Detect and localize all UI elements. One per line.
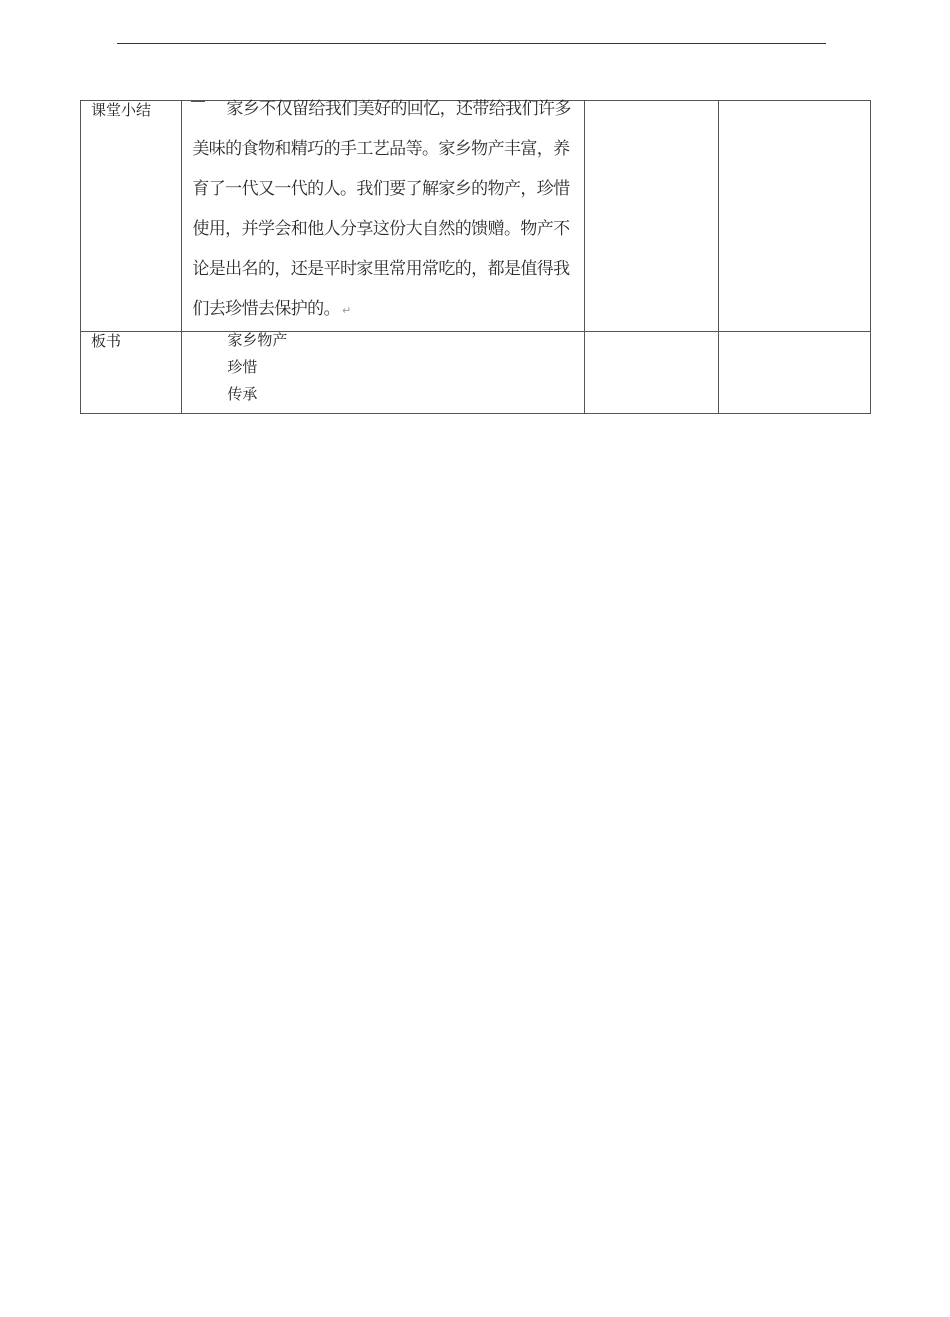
- table-row-board: [81, 332, 871, 414]
- summary-tick-line: [191, 101, 205, 102]
- board-content-cell: [182, 332, 585, 414]
- board-empty-cell-1: [584, 332, 719, 414]
- lesson-plan-table: [80, 100, 871, 414]
- table-row-summary: [81, 101, 871, 332]
- summary-text: 家乡不仅留给我们美好的回忆，还带给我们许多美味的食物和精巧的手工艺品等。家乡物产丰富，养育了一代又一代的人。我们要了解家乡的物产，珍惜使用，并学会和他人分享这份大自然的馈赠。物产不论是出名的，还是平时家里常用常吃的，都是值得我们去珍惜去保护的。: [192, 99, 571, 319]
- summary-paragraph: [182, 89, 584, 331]
- summary-label: 课堂小结: [81, 101, 182, 332]
- paragraph-mark-icon: ↵: [341, 304, 351, 317]
- summary-empty-cell-2: [719, 101, 871, 332]
- board-lines: [182, 327, 584, 408]
- header-rule: [117, 43, 826, 44]
- summary-content-cell: [182, 101, 585, 332]
- board-empty-cell-2: [719, 332, 871, 414]
- board-line-3: 传承: [227, 385, 258, 403]
- board-line-2: 珍惜: [227, 358, 258, 376]
- summary-empty-cell-1: [584, 101, 719, 332]
- board-label: 板书: [81, 332, 182, 414]
- board-line-1: 家乡物产: [227, 331, 288, 349]
